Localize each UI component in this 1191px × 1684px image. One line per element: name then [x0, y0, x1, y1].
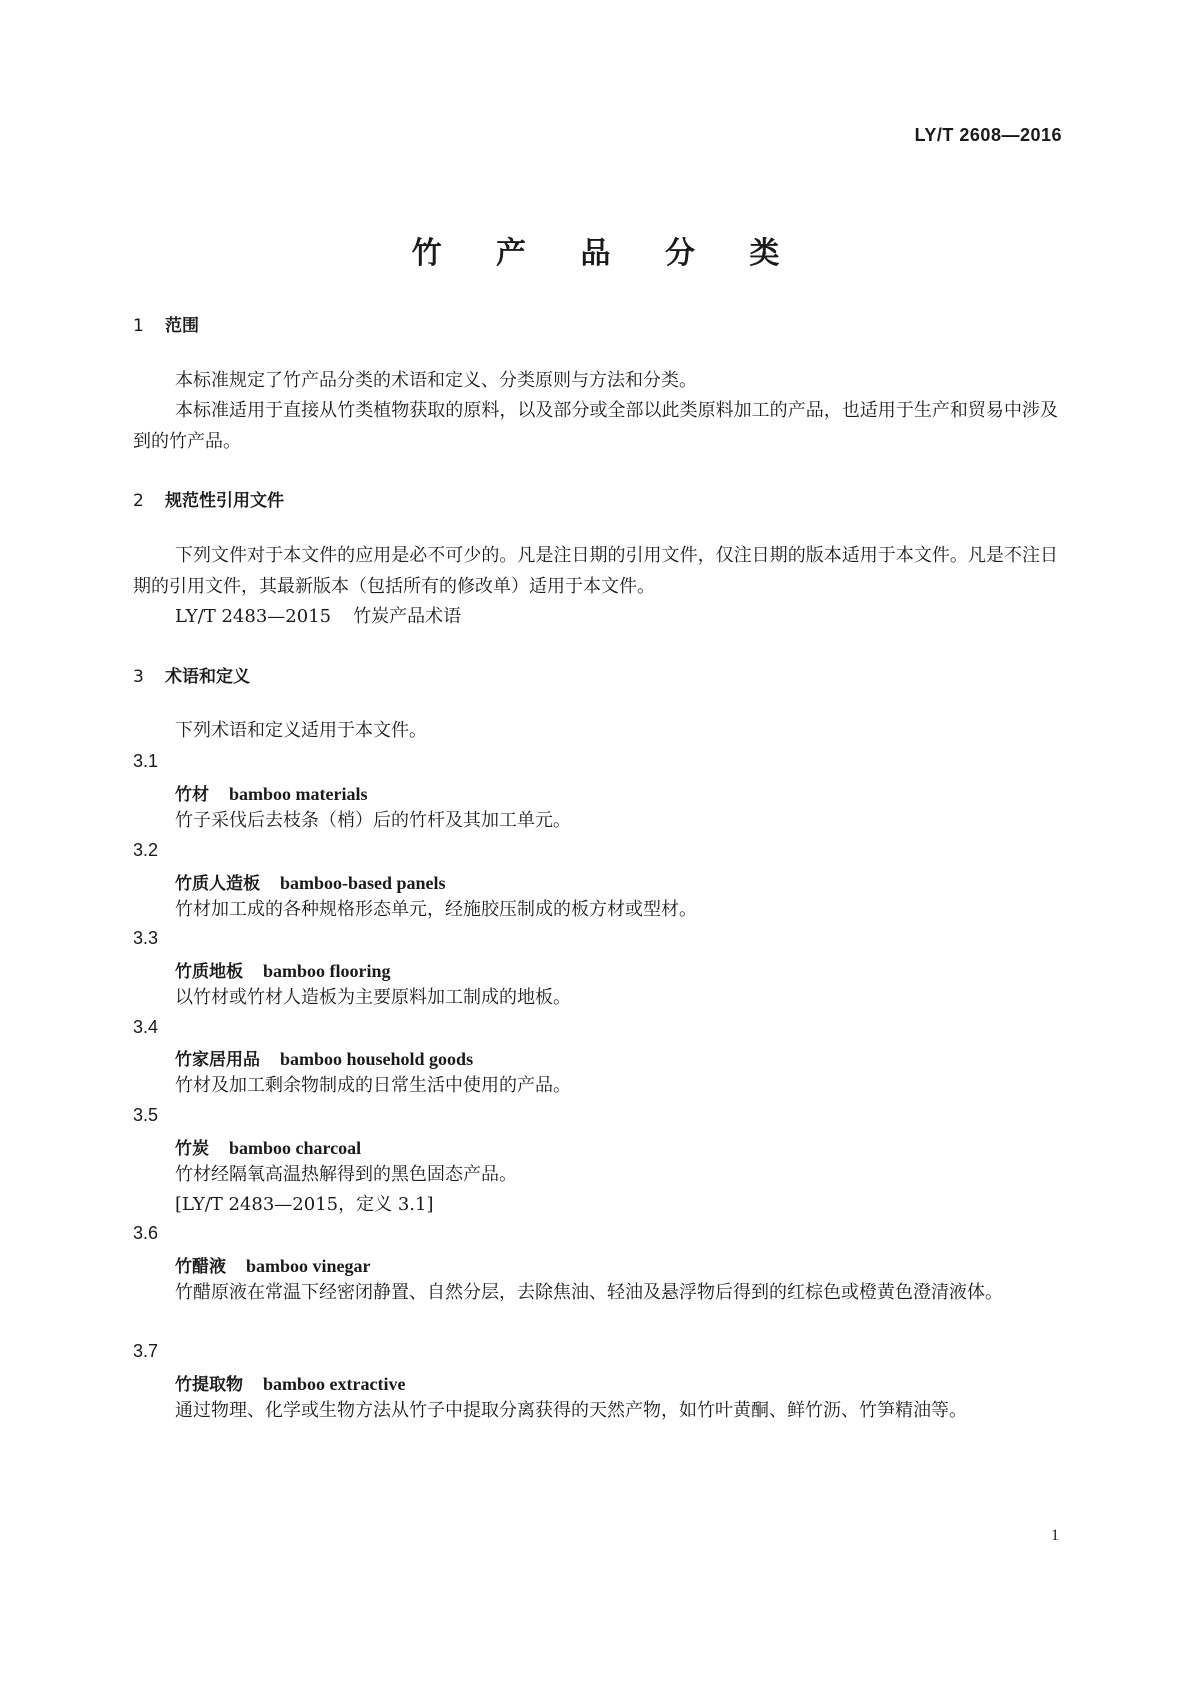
reference-title: 竹炭产品术语: [353, 606, 462, 627]
page-number: 1: [1051, 1527, 1059, 1544]
term-en: bamboo materials: [229, 784, 368, 804]
term-definition: 竹材及加工剩余物制成的日常生活中使用的产品。: [175, 1075, 571, 1096]
term-heading: [175, 1045, 473, 1070]
term-zh: 竹质地板: [175, 962, 243, 982]
document-title: 竹 产 品 分 类: [411, 236, 802, 271]
term-number: 3.5: [133, 1105, 159, 1125]
term-heading: [175, 869, 446, 894]
term-source: [LY/T 2483—2015，定义 3.1]: [175, 1194, 434, 1215]
term-en: bamboo flooring: [263, 961, 391, 981]
term-en: bamboo-based panels: [280, 873, 446, 893]
section-number: 2: [133, 491, 144, 511]
section-title: 规范性引用文件: [165, 491, 284, 511]
section-title: 术语和定义: [165, 667, 250, 687]
term-definition: 竹材经隔氧高温热解得到的黑色固态产品。: [175, 1164, 517, 1185]
term-zh: 竹家居用品: [175, 1050, 260, 1070]
term-heading: [175, 1370, 405, 1395]
term-heading: [175, 1252, 371, 1277]
term-heading: [175, 957, 391, 982]
section-title: 范围: [165, 316, 199, 336]
section-1-paragraph-2: 本标准适用于直接从竹类植物获取的原料，以及部分或全部以此类原料加工的产品，也适用于生产和贸易中涉及到的竹产品。: [133, 400, 1058, 452]
section-3-paragraph-1: 下列术语和定义适用于本文件。: [175, 720, 427, 741]
term-number: 3.1: [133, 751, 159, 771]
section-2-paragraph-1: 下列文件对于本文件的应用是必不可少的。凡是注日期的引用文件，仅注日期的版本适用于本文件。凡是不注日期的引用文件，其最新版本（包括所有的修改单）适用于本文件。: [133, 545, 1058, 597]
term-heading: [175, 780, 368, 805]
term-zh: 竹炭: [175, 1139, 209, 1159]
term-en: bamboo household goods: [280, 1049, 474, 1069]
section-number: 1: [133, 316, 144, 336]
section-3-heading: [133, 662, 250, 687]
term-zh: 竹醋液: [175, 1257, 226, 1277]
section-1-paragraph-1: 本标准规定了竹产品分类的术语和定义、分类原则与方法和分类。: [175, 370, 697, 391]
term-zh: 竹质人造板: [175, 874, 260, 894]
term-definition: 竹子采伐后去枝条（梢）后的竹杆及其加工单元。: [175, 810, 571, 831]
term-number: 3.6: [133, 1223, 159, 1243]
section-2-heading: [133, 486, 284, 511]
term-zh: 竹材: [175, 785, 209, 805]
term-definition: 以竹材或竹材人造板为主要原料加工制成的地板。: [175, 987, 571, 1008]
term-number: 3.3: [133, 928, 159, 948]
standard-code: LY/T 2608—2016: [914, 125, 1062, 145]
term-en: bamboo vinegar: [246, 1256, 371, 1276]
term-number: 3.7: [133, 1341, 159, 1361]
term-definition: 竹材加工成的各种规格形态单元，经施胶压制成的板方材或型材。: [175, 899, 697, 920]
term-zh: 竹提取物: [175, 1375, 243, 1395]
term-definition: 竹醋原液在常温下经密闭静置、自然分层，去除焦油、轻油及悬浮物后得到的红棕色或橙黄色澄清液体。: [175, 1282, 1003, 1303]
section-number: 3: [133, 667, 144, 687]
term-number: 3.2: [133, 840, 159, 860]
term-definition: 通过物理、化学或生物方法从竹子中提取分离获得的天然产物，如竹叶黄酮、鲜竹沥、竹笋精油等。: [175, 1400, 967, 1421]
term-number: 3.4: [133, 1017, 159, 1037]
term-heading: [175, 1134, 361, 1159]
normative-reference: [175, 602, 461, 628]
term-en: bamboo extractive: [263, 1374, 406, 1394]
reference-code: LY/T 2483—2015: [175, 606, 332, 627]
section-1-heading: [133, 311, 199, 336]
term-en: bamboo charcoal: [229, 1138, 362, 1158]
